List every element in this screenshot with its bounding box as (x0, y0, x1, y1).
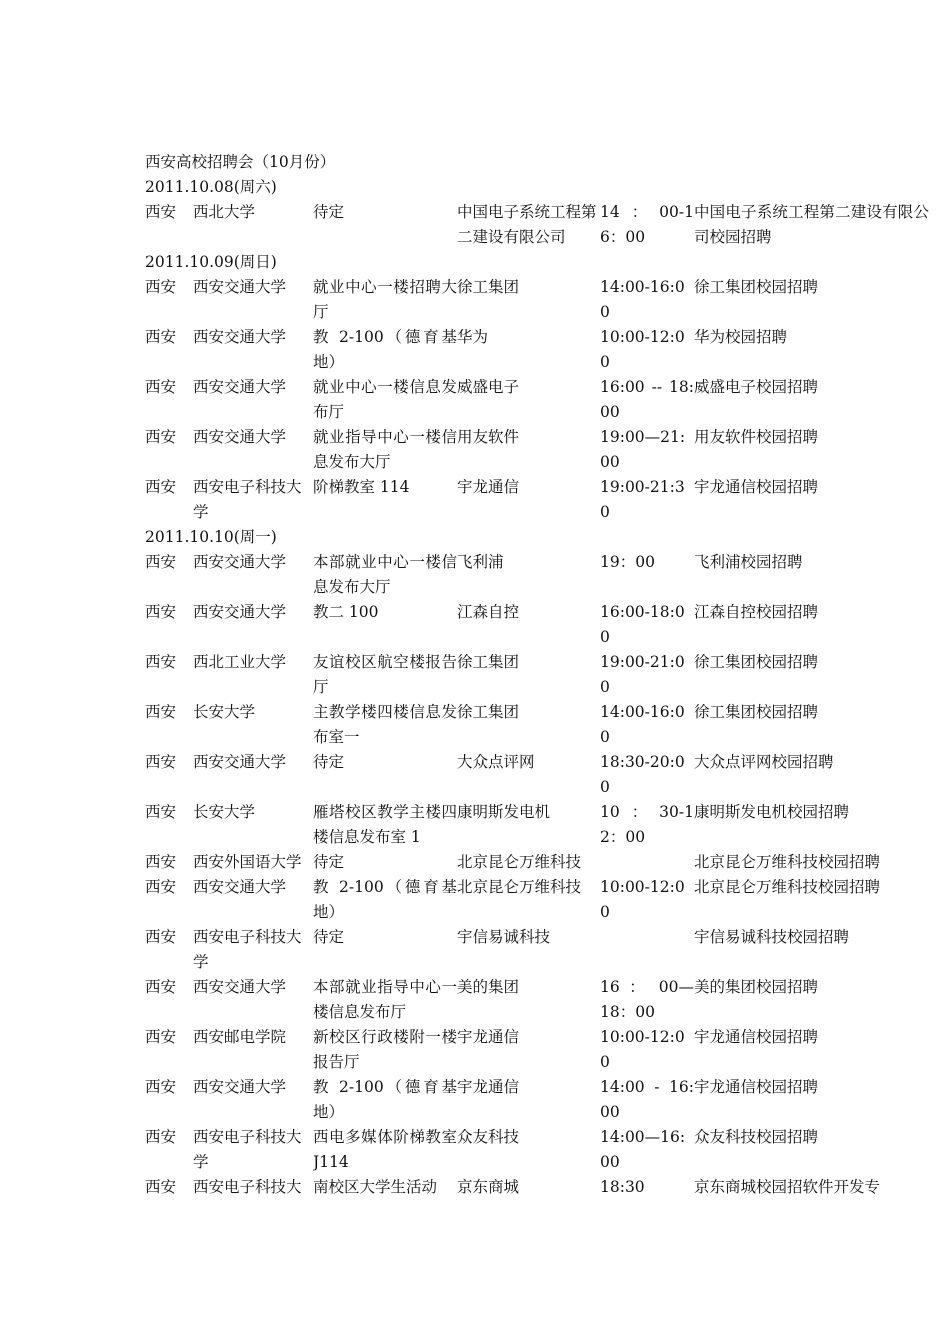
city-cell: 西安 (145, 278, 177, 296)
company-cell: 康明斯发电机 (457, 803, 551, 821)
city-cell: 西安 (145, 853, 177, 871)
table-row (145, 375, 935, 425)
table-row (145, 850, 935, 875)
school-cell: 西安交通大学 (193, 753, 287, 771)
venue-cell: 友谊校区航空楼报告厅 (313, 653, 457, 696)
company-cell: 美的集团 (457, 978, 520, 996)
venue-cell: 主教学楼四楼信息发布室一 (313, 703, 457, 746)
venue-cell: 就业中心一楼招聘大厅 (313, 278, 457, 321)
school-cell: 西安交通大学 (193, 553, 287, 571)
event-cell: 威盛电子校园招聘 (694, 378, 819, 396)
event-cell: 徐工集团校园招聘 (694, 278, 819, 296)
table-row (145, 425, 935, 475)
table-row (145, 700, 935, 750)
venue-cell: 本部就业中心一楼信息发布大厅 (313, 553, 457, 596)
company-cell: 宇龙通信 (457, 478, 520, 496)
date-heading: 2011.10.09(周日) (145, 253, 277, 271)
time-cell: 14:00 - 16:00 (600, 1078, 694, 1121)
school-cell: 西安交通大学 (193, 428, 287, 446)
city-cell: 西安 (145, 878, 177, 896)
time-cell: 14:00-16:00 (600, 278, 685, 321)
event-cell: 中国电子系统工程第二建设有限公司校园招聘 (694, 203, 929, 246)
city-cell: 西安 (145, 753, 177, 771)
company-cell: 北京昆仑万维科技 (457, 853, 582, 871)
time-cell: 19:00-21:30 (600, 478, 685, 521)
table-row (145, 975, 935, 1025)
venue-cell: 西电多媒体阶梯教室 J114 (313, 1128, 457, 1171)
document-title: 西安高校招聘会（10月份） (145, 153, 336, 171)
school-cell: 西北大学 (193, 203, 256, 221)
company-cell: 众友科技 (457, 1128, 520, 1146)
city-cell: 西安 (145, 203, 177, 221)
company-cell: 中国电子系统工程第二建设有限公司 (457, 203, 597, 246)
event-cell: 北京昆仑万维科技校园招聘 (694, 878, 881, 896)
table-row (145, 800, 935, 850)
event-cell: 京东商城校园招软件开发专 (694, 1178, 881, 1196)
school-cell: 西安电子科技大学 (193, 928, 302, 971)
date-heading: 2011.10.08(周六) (145, 178, 277, 196)
event-cell: 大众点评网校园招聘 (694, 753, 834, 771)
school-cell: 长安大学 (193, 803, 256, 821)
school-cell: 长安大学 (193, 703, 256, 721)
time-cell: 18:30-20:00 (600, 753, 685, 796)
company-cell: 大众点评网 (457, 753, 535, 771)
school-cell: 西安电子科技大学 (193, 1128, 302, 1171)
event-cell: 徐工集团校园招聘 (694, 703, 819, 721)
table-row (145, 1125, 935, 1175)
time-cell: 14：00-16：00 (600, 203, 694, 246)
school-cell: 西北工业大学 (193, 653, 287, 671)
school-cell: 西安交通大学 (193, 1078, 287, 1096)
time-cell: 16 ： 00— 18：00 (600, 978, 694, 1021)
city-cell: 西安 (145, 378, 177, 396)
time-cell: 19:00—21:00 (600, 428, 686, 471)
event-cell: 众友科技校园招聘 (694, 1128, 819, 1146)
city-cell: 西安 (145, 928, 177, 946)
table-row (145, 475, 935, 525)
city-cell: 西安 (145, 1028, 177, 1046)
company-cell: 用友软件 (457, 428, 520, 446)
venue-cell: 待定 (313, 928, 345, 946)
time-cell: 10:00-12:00 (600, 1028, 685, 1071)
table-row (145, 600, 935, 650)
event-cell: 宇龙通信校园招聘 (694, 1028, 819, 1046)
table-row (145, 925, 935, 975)
event-cell: 宇龙通信校园招聘 (694, 1078, 819, 1096)
school-cell: 西安交通大学 (193, 978, 287, 996)
city-cell: 西安 (145, 478, 177, 496)
venue-cell: 新校区行政楼附一楼报告厅 (313, 1028, 457, 1071)
city-cell: 西安 (145, 803, 177, 821)
city-cell: 西安 (145, 428, 177, 446)
school-cell: 西安邮电学院 (193, 1028, 287, 1046)
school-cell: 西安交通大学 (193, 328, 287, 346)
venue-cell: 阶梯教室 114 (313, 478, 410, 496)
company-cell: 徐工集团 (457, 653, 520, 671)
table-row (145, 325, 935, 375)
city-cell: 西安 (145, 978, 177, 996)
school-cell: 西安外国语大学 (193, 853, 302, 871)
city-cell: 西安 (145, 1078, 177, 1096)
table-row (145, 1075, 935, 1125)
venue-cell: 教 2-100（德育基地） (313, 1078, 457, 1121)
company-cell: 宇龙通信 (457, 1028, 520, 1046)
school-cell: 西安交通大学 (193, 278, 287, 296)
company-cell: 飞利浦 (457, 553, 504, 571)
company-cell: 威盛电子 (457, 378, 520, 396)
company-cell: 宇信易诚科技 (457, 928, 551, 946)
time-cell: 14:00-16:00 (600, 703, 685, 746)
city-cell: 西安 (145, 1178, 177, 1196)
table-row (145, 275, 935, 325)
table-row (145, 1175, 935, 1200)
event-cell: 华为校园招聘 (694, 328, 788, 346)
company-cell: 江森自控 (457, 603, 520, 621)
school-cell: 西安交通大学 (193, 603, 287, 621)
schedule (145, 175, 935, 1200)
event-cell: 北京昆仑万维科技校园招聘 (694, 853, 881, 871)
city-cell: 西安 (145, 653, 177, 671)
event-cell: 宇龙通信校园招聘 (694, 478, 819, 496)
time-cell: 19:00-21:00 (600, 653, 685, 696)
venue-cell: 本部就业指导中心一楼信息发布厅 (313, 978, 457, 1021)
time-cell: 14:00—16:00 (600, 1128, 686, 1171)
event-cell: 用友软件校园招聘 (694, 428, 819, 446)
company-cell: 北京昆仑万维科技 (457, 878, 582, 896)
table-row (145, 1025, 935, 1075)
company-cell: 京东商城 (457, 1178, 520, 1196)
event-cell: 飞利浦校园招聘 (694, 553, 803, 571)
time-cell: 10：30-12：00 (600, 803, 694, 846)
venue-cell: 南校区大学生活动 (313, 1178, 438, 1196)
venue-cell: 教 2-100（德育基地） (313, 328, 457, 371)
table-row (145, 750, 935, 800)
table-row (145, 550, 935, 600)
time-cell: 10:00-12:00 (600, 878, 685, 921)
event-cell: 徐工集团校园招聘 (694, 653, 819, 671)
time-cell: 10:00-12:00 (600, 328, 685, 371)
venue-cell: 待定 (313, 753, 345, 771)
time-cell: 16:00-18:00 (600, 603, 685, 646)
city-cell: 西安 (145, 1128, 177, 1146)
venue-cell: 雁塔校区教学主楼四楼信息发布室 1 (313, 803, 457, 846)
time-cell: 16:00 -- 18:00 (600, 378, 694, 421)
venue-cell: 待定 (313, 203, 345, 221)
city-cell: 西安 (145, 703, 177, 721)
event-cell: 美的集团校园招聘 (694, 978, 819, 996)
venue-cell: 教二 100 (313, 603, 379, 621)
company-cell: 徐工集团 (457, 278, 520, 296)
company-cell: 宇龙通信 (457, 1078, 520, 1096)
venue-cell: 教 2-100（德育基地） (313, 878, 457, 921)
time-cell: 19：00 (600, 553, 655, 571)
table-row (145, 200, 935, 250)
event-cell: 康明斯发电机校园招聘 (694, 803, 850, 821)
school-cell: 西安交通大学 (193, 378, 287, 396)
venue-cell: 就业中心一楼信息发布厅 (313, 378, 457, 421)
school-cell: 西安交通大学 (193, 878, 287, 896)
city-cell: 西安 (145, 603, 177, 621)
time-cell: 18:30 (600, 1178, 645, 1196)
table-row (145, 875, 935, 925)
city-cell: 西安 (145, 553, 177, 571)
table-row (145, 650, 935, 700)
event-cell: 江森自控校园招聘 (694, 603, 819, 621)
venue-cell: 待定 (313, 853, 345, 871)
event-cell: 宇信易诚科技校园招聘 (694, 928, 850, 946)
school-cell: 西安电子科技大学 (193, 478, 302, 521)
school-cell: 西安电子科技大 (193, 1178, 302, 1196)
venue-cell: 就业指导中心一楼信息发布大厅 (313, 428, 457, 471)
company-cell: 徐工集团 (457, 703, 520, 721)
city-cell: 西安 (145, 328, 177, 346)
date-heading: 2011.10.10(周一) (145, 528, 277, 546)
company-cell: 华为 (457, 328, 489, 346)
document-page (145, 150, 935, 1200)
